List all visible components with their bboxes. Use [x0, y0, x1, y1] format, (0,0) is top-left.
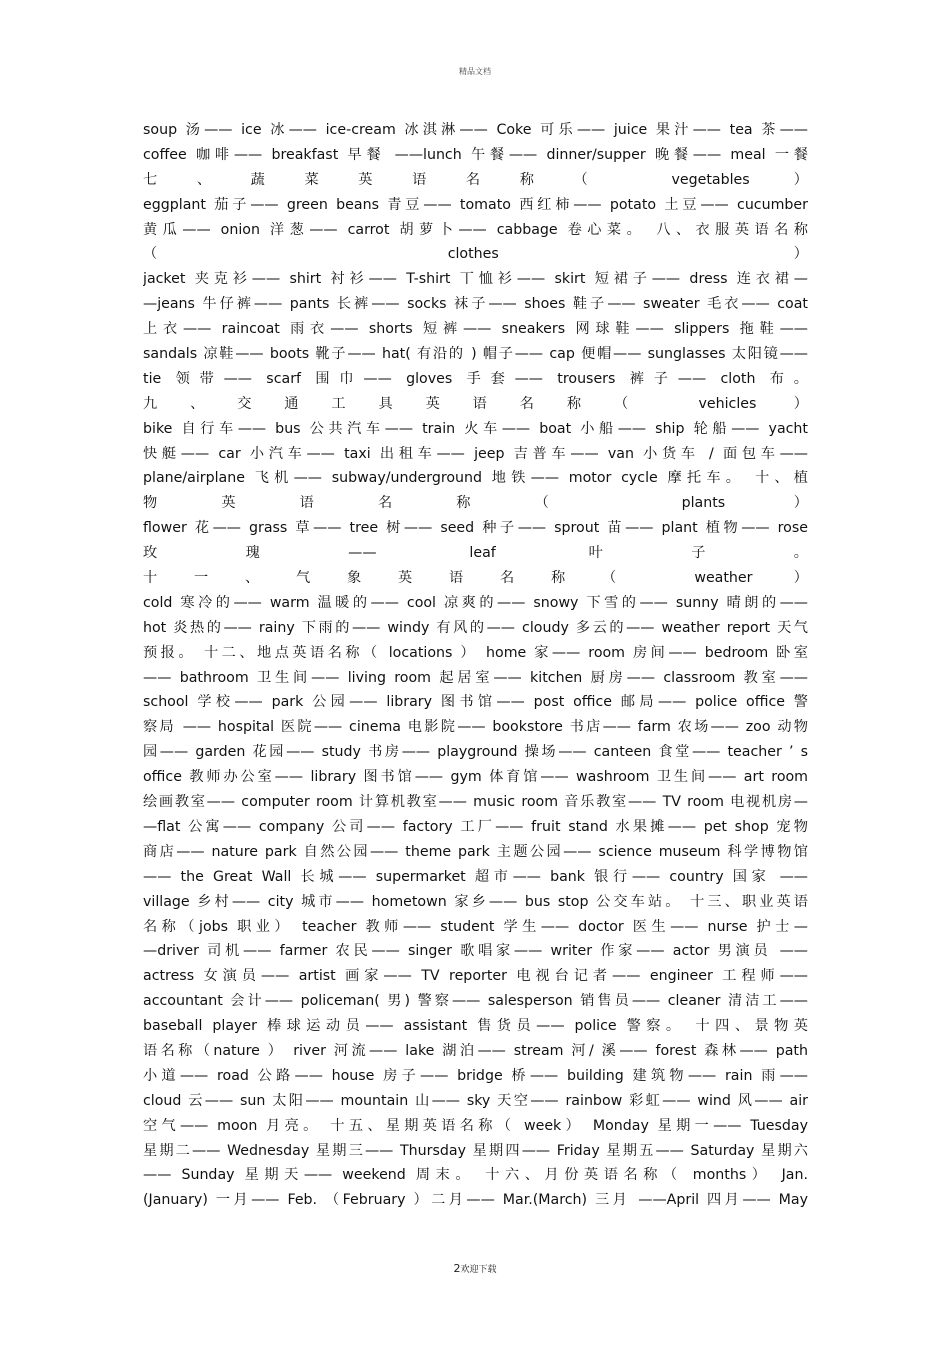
- header-watermark: 精品文档: [459, 67, 491, 76]
- text-line: 七、蔬菜英语名称（ vegetables ）: [143, 171, 808, 188]
- text-line: eggplant 茄子—— green beans 青豆—— tomato 西红柿—— potato 土豆—— cucumber: [143, 196, 808, 213]
- text-line: —jeans 牛仔裤—— pants 长裤—— socks 袜子—— shoes 鞋子—— sweater 毛衣—— coat: [143, 296, 808, 313]
- text-line: jacket 夹克衫—— shirt 衬衫—— T-shirt 丅恤衫—— skirt 短裙子—— dress 连衣裙—: [143, 271, 808, 288]
- text-line: office 教师办公室—— library 图书馆—— gym 体育馆—— washroom 卫生间—— art room: [143, 769, 808, 786]
- text-line: 商店—— nature park 自然公园—— theme park 主题公园—— science museum 科学博物馆: [143, 843, 808, 860]
- text-line: village 乡村—— city 城市—— hometown 家乡—— bus stop 公交车站。 十三、职业英语: [143, 893, 808, 910]
- text-line: 玫瑰—— leaf 叶子。: [143, 545, 808, 562]
- text-line: plane/airplane 飞机—— subway/underground 地铁—— motor cycle 摩托车。 十、植: [143, 470, 808, 487]
- text-line: —— Sunday 星期天—— weekend 周末。 十六、月份英语名称（ months） Jan.: [143, 1167, 808, 1184]
- text-line: 十一、气象英语名称（ weather ）: [143, 570, 808, 587]
- text-line: —driver 司机—— farmer 农民—— singer 歌唱家—— writer 作家—— actor 男演员 ——: [143, 943, 808, 960]
- text-line: 小道—— road 公路—— house 房子—— bridge 桥—— building 建筑物—— rain 雨——: [143, 1067, 808, 1084]
- text-line: —— the Great Wall 长城—— supermarket 超市—— bank 银行—— country 国家 ——: [143, 868, 808, 885]
- text-line: 语名称（nature ） river 河流—— lake 湖泊—— stream 河/ 溪—— forest 森林—— path: [143, 1042, 808, 1059]
- footer-text: 欢迎下载: [460, 1265, 497, 1275]
- text-line: 上衣—— raincoat 雨衣—— shorts 短裤—— sneakers 网球鞋—— slippers 拖鞋——: [143, 321, 808, 338]
- text-line: 空气—— moon 月亮。 十五、星期英语名称（ week） Monday 星期一—— Tuesday: [143, 1117, 808, 1134]
- text-line: tie 领带—— scarf 围巾—— gloves 手套—— trousers 裤子—— cloth 布。: [143, 370, 808, 387]
- text-line: 园—— garden 花园—— study 书房—— playground 操场—— canteen 食堂—— teacher ’ s: [143, 744, 808, 761]
- text-line: bike 自行车—— bus 公共汽车—— train 火车—— boat 小船—— ship 轮船—— yacht: [143, 420, 808, 437]
- text-line: hot 炎热的—— rainy 下雨的—— windy 有风的—— cloudy 多云的—— weather report 天气: [143, 619, 808, 636]
- text-line: 物英语名称（ plants ）: [143, 495, 808, 512]
- text-line: accountant 会计—— policeman( 男) 警察—— salesperson 销售员—— cleaner 清洁工——: [143, 993, 808, 1010]
- page-number: 2: [453, 1262, 461, 1275]
- text-line: cloud 云—— sun 太阳—— mountain 山—— sky 天空—— rainbow 彩虹—— wind 风—— air: [143, 1092, 808, 1109]
- text-line: soup 汤—— ice 冰—— ice-cream 冰淇淋—— Coke 可乐—— juice 果汁—— tea 茶——: [143, 122, 808, 138]
- text-line: 快艇—— car 小汽车—— taxi 出租车—— jeep 吉普车—— van 小货车 / 面包车——: [143, 445, 808, 462]
- document-body: [143, 118, 808, 1213]
- text-line: —— bathroom 卫生间—— living room 起居室—— kitchen 厨房—— classroom 教室——: [143, 669, 808, 686]
- text-line: baseball player 棒球运动员—— assistant 售货员—— police 警察。 十四、景物英: [143, 1018, 808, 1035]
- text-line: 名称（jobs 职业） teacher 教师—— student 学生—— doctor 医生—— nurse 护士—: [143, 918, 808, 935]
- text-line: school 学校—— park 公园—— library 图书馆—— post office 邮局—— police office 警: [143, 694, 808, 711]
- text-line: (January) 一月—— Feb. （February ）二月—— Mar.(March) 三月 ——April 四月—— May: [143, 1192, 808, 1209]
- text-line: 预报。 十二、地点英语名称（ locations ） home 家—— room 房间—— bedroom 卧室: [143, 644, 808, 661]
- text-line: coffee 咖啡—— breakfast 早餐 ——lunch 午餐—— dinner/supper 晚餐—— meal 一餐: [143, 146, 808, 163]
- text-line: flower 花—— grass 草—— tree 树—— seed 种子—— sprout 苗—— plant 植物—— rose: [143, 520, 808, 537]
- text-line: （clothes ）: [143, 246, 808, 263]
- text-line: 九、交通工具英语名称（ vehicles ）: [143, 395, 808, 412]
- text-line: 察局 —— hospital 医院—— cinema 电影院—— bookstore 书店—— farm 农场—— zoo 动物: [143, 719, 808, 736]
- text-line: —flat 公寓—— company 公司—— factory 工厂—— fruit stand 水果摊—— pet shop 宠物: [143, 818, 808, 835]
- text-line: sandals 凉鞋—— boots 靴子—— hat( 有沿的 ) 帽子—— cap 便帽—— sunglasses 太阳镜——: [143, 346, 808, 363]
- text-line: 星期二—— Wednesday 星期三—— Thursday 星期四—— Friday 星期五—— Saturday 星期六: [143, 1142, 808, 1159]
- text-line: actress 女演员—— artist 画家—— TV reporter 电视台记者—— engineer 工程师——: [143, 968, 808, 985]
- text-line: cold 寒冷的—— warm 温暖的—— cool 凉爽的—— snowy 下雪的—— sunny 晴朗的——: [143, 594, 808, 611]
- text-line: 绘画教室—— computer room 计算机教室—— music room 音乐教室—— TV room 电视机房—: [143, 794, 808, 811]
- text-line: 黄瓜—— onion 洋葱—— carrot 胡萝卜—— cabbage 卷心菜。 八、衣服英语名称: [143, 221, 808, 238]
- page-footer: [0, 1262, 950, 1275]
